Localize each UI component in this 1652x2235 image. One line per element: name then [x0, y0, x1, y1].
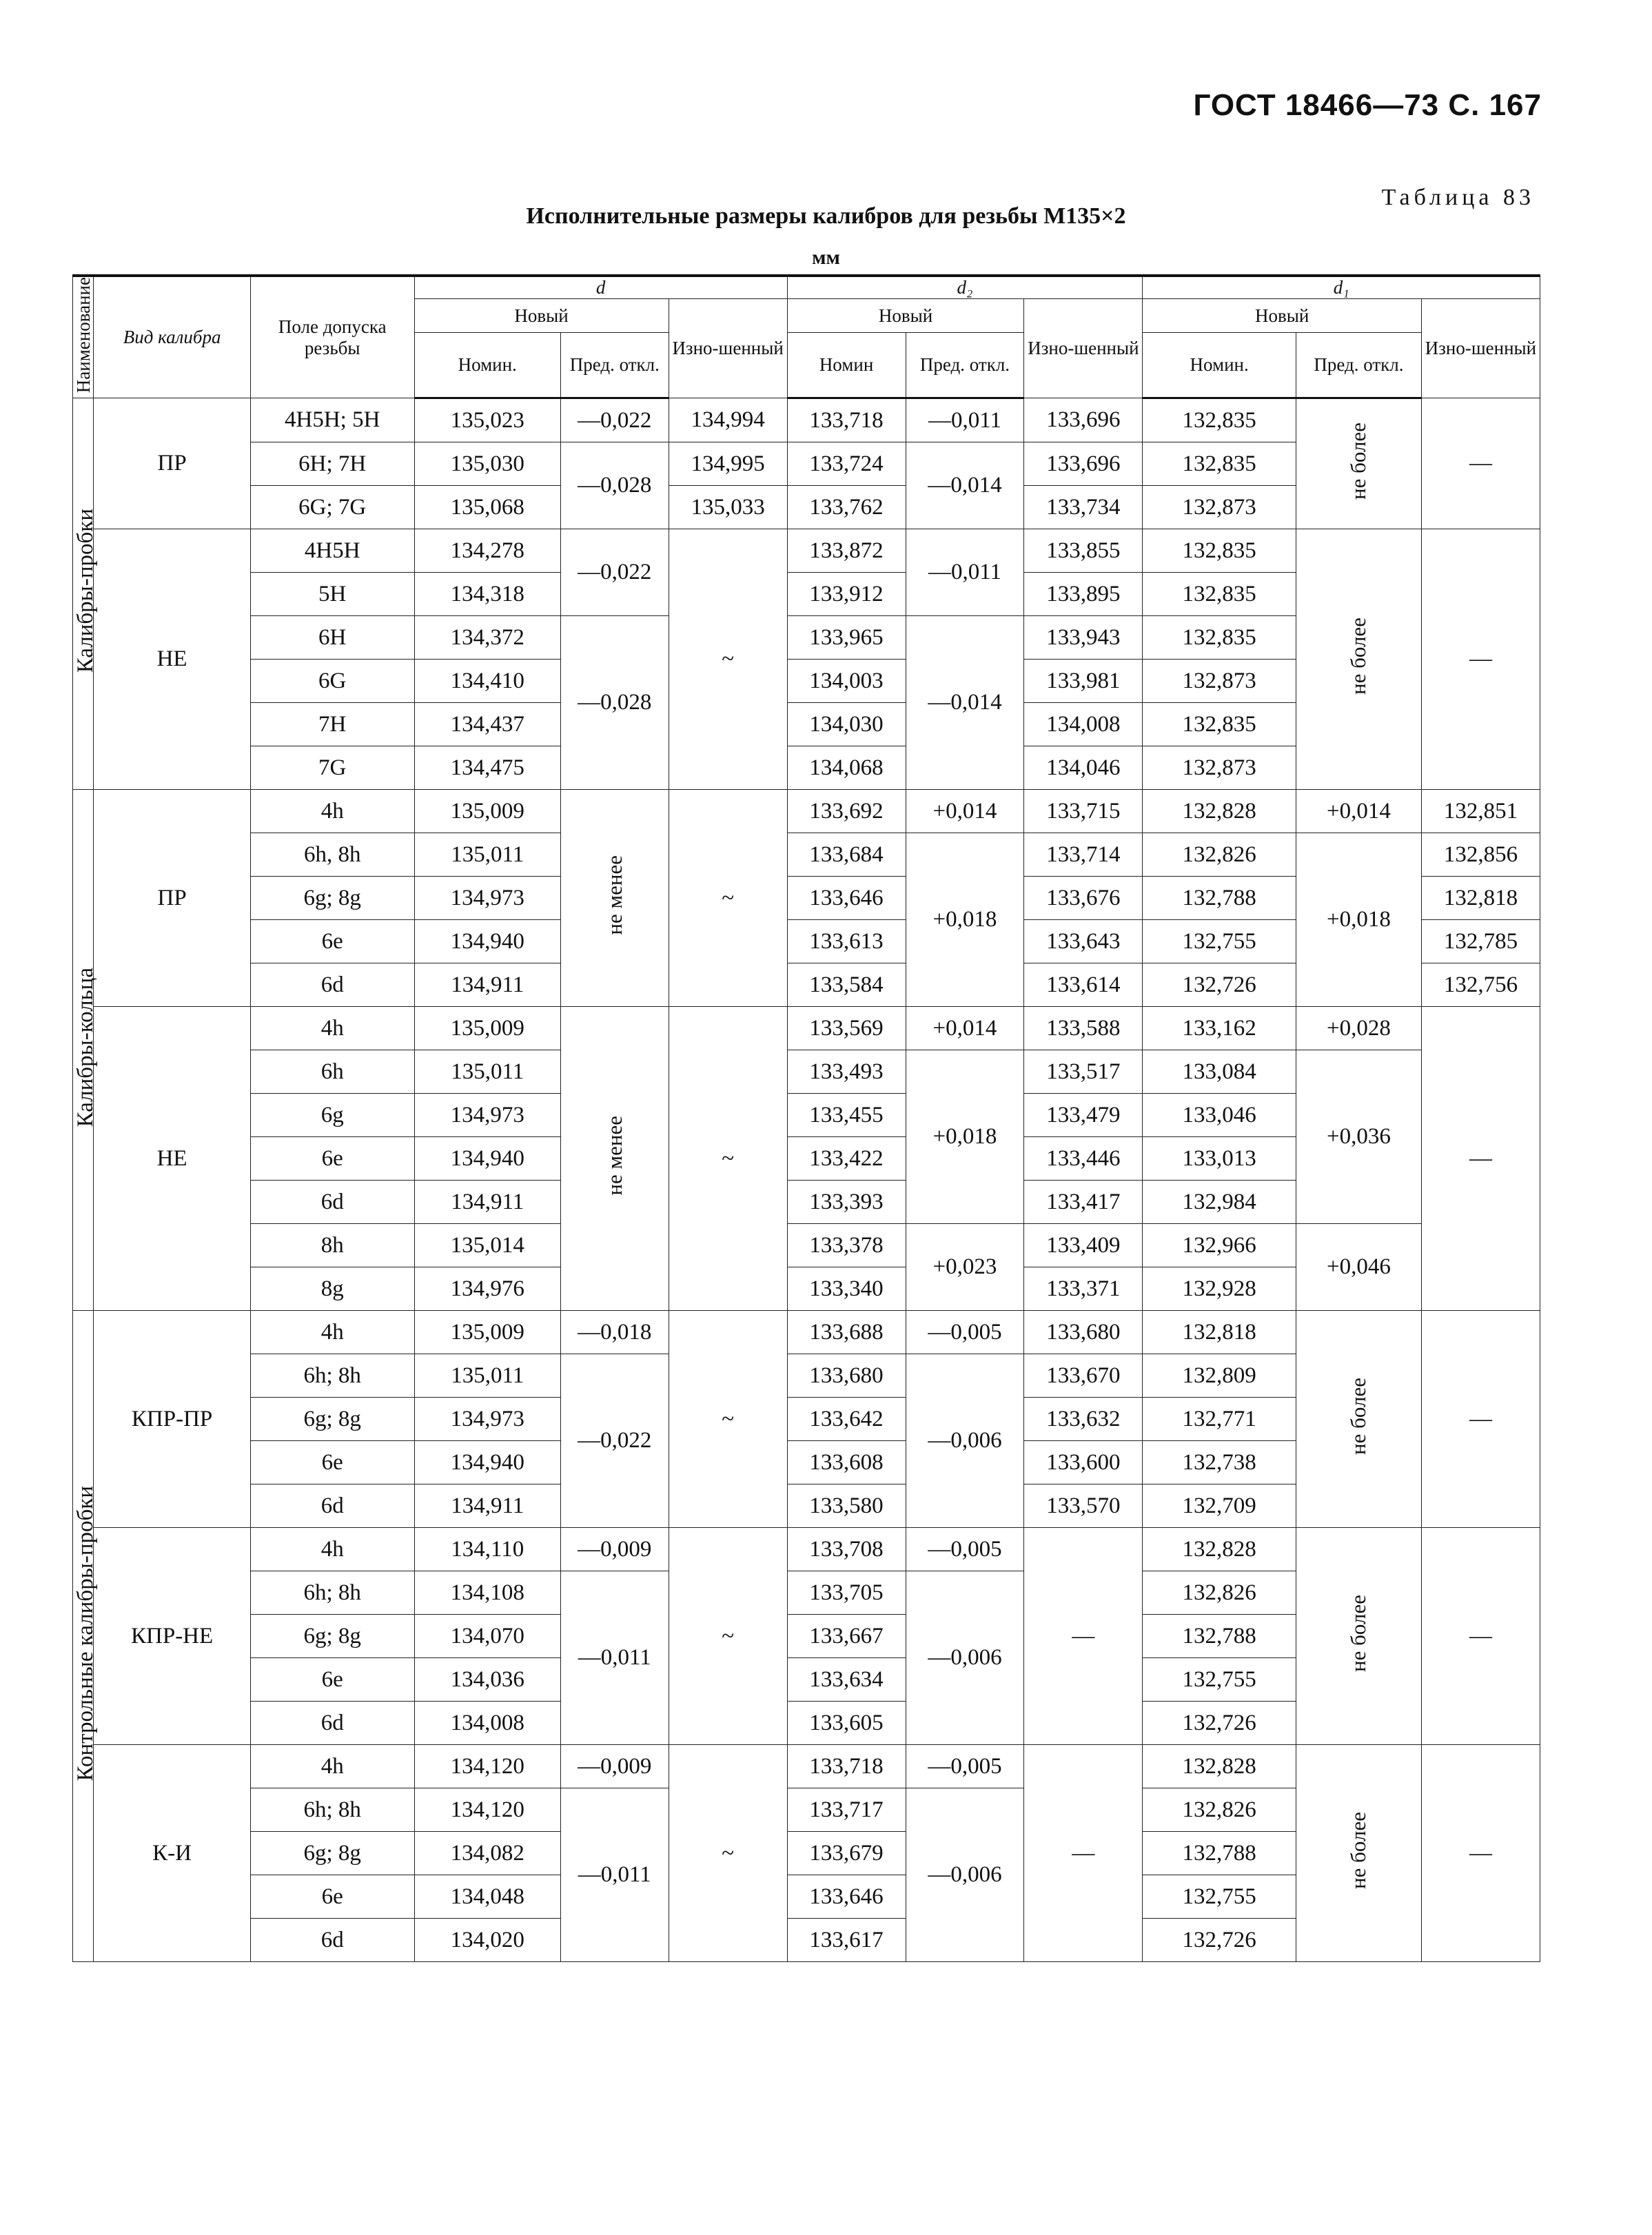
d2-nominal: 133,393 — [787, 1181, 906, 1224]
tolerance-field: 4h — [250, 790, 414, 833]
d2-worn: 133,696 — [1024, 398, 1143, 442]
d2-worn: 133,479 — [1024, 1094, 1143, 1137]
d-nominal: 134,940 — [414, 1441, 560, 1484]
d1-nominal: 132,826 — [1143, 1571, 1296, 1615]
d2-nominal: 133,580 — [787, 1484, 906, 1528]
d-nominal: 134,410 — [414, 660, 560, 703]
tolerance-field: 4H5H — [250, 529, 414, 573]
d1-nom-header: Номин. — [1143, 333, 1296, 398]
d1-deviation: +0,046 — [1296, 1224, 1421, 1311]
table-row — [73, 833, 1540, 877]
d-deviation: —0,028 — [560, 616, 669, 790]
col-d1-header: d₁ — [1143, 276, 1540, 299]
d-nominal: 134,036 — [414, 1658, 560, 1702]
tolerance-field: 6e — [250, 1137, 414, 1181]
d1-worn: — — [1421, 398, 1540, 529]
d2-nominal: 134,030 — [787, 703, 906, 746]
d-deviation: —0,011 — [560, 1571, 669, 1745]
d-worn: ~ — [669, 529, 787, 790]
tolerance-field: 6g; 8g — [250, 1398, 414, 1441]
tolerance-field: 6G — [250, 660, 414, 703]
d1-nominal: 132,755 — [1143, 1875, 1296, 1919]
tolerance-field: 6e — [250, 1658, 414, 1702]
d1-deviation: +0,018 — [1296, 833, 1421, 1007]
d2-nominal: 133,667 — [787, 1615, 906, 1658]
d2-worn: 133,371 — [1024, 1267, 1143, 1311]
d1-nominal: 132,755 — [1143, 1658, 1296, 1702]
d1-nominal: 132,788 — [1143, 1615, 1296, 1658]
d2-nominal: 133,718 — [787, 398, 906, 442]
d2-nominal: 133,762 — [787, 486, 906, 529]
d1-nominal: 132,984 — [1143, 1181, 1296, 1224]
d2-worn: 133,614 — [1024, 963, 1143, 1007]
table-row — [73, 1050, 1540, 1094]
d-worn: 134,995 — [669, 442, 787, 486]
tolerance-field: 8g — [250, 1267, 414, 1311]
d2-nominal: 133,646 — [787, 877, 906, 920]
tolerance-field: 6d — [250, 963, 414, 1007]
d1-nominal: 132,835 — [1143, 616, 1296, 660]
table-title: Исполнительные размеры калибров для резьбы М135×2 — [526, 203, 1126, 229]
d1-nominal: 132,809 — [1143, 1354, 1296, 1398]
d1-nominal: 132,826 — [1143, 833, 1296, 877]
d1-new-header: Новый — [1143, 299, 1422, 333]
d-deviation: —0,022 — [560, 1354, 669, 1528]
d1-nominal: 132,966 — [1143, 1224, 1296, 1267]
d2-deviation: —0,011 — [906, 398, 1024, 442]
d1-nominal: 132,709 — [1143, 1484, 1296, 1528]
tolerance-field: 6G; 7G — [250, 486, 414, 529]
d2-nominal: 133,493 — [787, 1050, 906, 1094]
d-nominal: 134,048 — [414, 1875, 560, 1919]
d2-deviation: —0,011 — [906, 529, 1024, 616]
d-worn: 135,033 — [669, 486, 787, 529]
tolerance-field: 4h — [250, 1528, 414, 1571]
d-worn: 134,994 — [669, 398, 787, 442]
d1-nominal: 132,755 — [1143, 920, 1296, 963]
d-nominal: 135,009 — [414, 790, 560, 833]
d2-nom-header: Номин — [787, 333, 906, 398]
d2-nominal: 133,688 — [787, 1311, 906, 1354]
d-nominal: 134,318 — [414, 573, 560, 616]
tolerance-field: 4H5H; 5H — [250, 398, 414, 442]
tolerance-field: 6h; 8h — [250, 1788, 414, 1832]
d2-worn: 133,446 — [1024, 1137, 1143, 1181]
d1-nominal: 132,873 — [1143, 486, 1296, 529]
d2-worn: 133,409 — [1024, 1224, 1143, 1267]
table-row — [73, 1007, 1540, 1050]
d2-nominal: 133,872 — [787, 529, 906, 573]
d2-nominal: 134,003 — [787, 660, 906, 703]
d1-nominal: 132,835 — [1143, 573, 1296, 616]
d-nominal: 134,940 — [414, 920, 560, 963]
d-nominal: 134,070 — [414, 1615, 560, 1658]
d2-nominal: 134,068 — [787, 746, 906, 790]
tolerance-field: 6g; 8g — [250, 1615, 414, 1658]
d2-worn: 133,855 — [1024, 529, 1143, 573]
tolerance-field: 6h — [250, 1050, 414, 1094]
d2-deviation: +0,023 — [906, 1224, 1024, 1311]
col-d-header: d — [414, 276, 787, 299]
d1-deviation: +0,036 — [1296, 1050, 1421, 1224]
group-label: Калибры-пробки — [73, 398, 94, 790]
d2-worn: 133,417 — [1024, 1181, 1143, 1224]
col-field-header: Поле допуска резьбы — [250, 276, 414, 398]
tolerance-field: 6h; 8h — [250, 1354, 414, 1398]
col-d2-header: d₂ — [787, 276, 1143, 299]
d2-worn: — — [1024, 1528, 1143, 1745]
d-nominal: 134,976 — [414, 1267, 560, 1311]
d1-worn-header: Изно-шенный — [1421, 299, 1540, 398]
d1-nominal: 132,788 — [1143, 877, 1296, 920]
d-nominal: 135,014 — [414, 1224, 560, 1267]
table-body — [73, 398, 1540, 1962]
table-number: Таблица 83 — [1381, 185, 1535, 210]
d2-worn: 133,714 — [1024, 833, 1143, 877]
tolerance-field: 4h — [250, 1745, 414, 1788]
d-nominal: 135,011 — [414, 1050, 560, 1094]
d2-worn: 134,008 — [1024, 703, 1143, 746]
group-label: Контрольные калибры-пробки — [73, 1311, 94, 1962]
table-row — [73, 398, 1540, 442]
tolerance-field: 7G — [250, 746, 414, 790]
d2-nominal: 133,613 — [787, 920, 906, 963]
d1-worn: — — [1421, 1528, 1540, 1745]
d1-nominal: 132,835 — [1143, 398, 1296, 442]
d2-nominal: 133,340 — [787, 1267, 906, 1311]
d2-worn-header: Изно-шенный — [1024, 299, 1143, 398]
d-deviation: —0,009 — [560, 1745, 669, 1788]
d2-nominal: 133,680 — [787, 1354, 906, 1398]
d-note: не менее — [560, 790, 669, 1007]
d2-nominal: 133,569 — [787, 1007, 906, 1050]
d1-deviation: +0,014 — [1296, 790, 1421, 833]
kind-label: КПР-ПР — [94, 1311, 251, 1528]
d-nominal: 135,009 — [414, 1311, 560, 1354]
d1-note: не более — [1296, 398, 1421, 529]
group-label: Калибры-кольца — [73, 790, 94, 1311]
tolerance-field: 6g; 8g — [250, 877, 414, 920]
d-worn: ~ — [669, 1528, 787, 1745]
d-nominal: 134,475 — [414, 746, 560, 790]
d-nominal: 134,911 — [414, 1484, 560, 1528]
d2-deviation: +0,014 — [906, 790, 1024, 833]
d2-nominal: 133,605 — [787, 1702, 906, 1745]
d2-dev-header: Пред. откл. — [906, 333, 1024, 398]
d1-worn: 132,818 — [1421, 877, 1540, 920]
d2-nominal: 133,912 — [787, 573, 906, 616]
kind-label: КПР-НЕ — [94, 1528, 251, 1745]
tolerance-field: 6d — [250, 1181, 414, 1224]
d1-nominal: 132,818 — [1143, 1311, 1296, 1354]
d-worn-header: Изно-шенный — [669, 299, 787, 398]
d1-nominal: 132,873 — [1143, 746, 1296, 790]
table-row — [73, 790, 1540, 833]
d-worn: ~ — [669, 1007, 787, 1311]
d2-worn: 133,588 — [1024, 1007, 1143, 1050]
d-nominal: 134,973 — [414, 1398, 560, 1441]
d1-nominal: 132,828 — [1143, 1745, 1296, 1788]
d1-nominal: 132,828 — [1143, 1528, 1296, 1571]
d1-nominal: 132,726 — [1143, 1919, 1296, 1962]
table-head — [73, 276, 1540, 398]
d-nominal: 134,008 — [414, 1702, 560, 1745]
d1-note: не более — [1296, 1311, 1421, 1528]
d2-worn: 133,943 — [1024, 616, 1143, 660]
d2-nominal: 133,717 — [787, 1788, 906, 1832]
d-note: не менее — [560, 1007, 669, 1311]
d-deviation: —0,022 — [560, 529, 669, 616]
d2-worn: 133,600 — [1024, 1441, 1143, 1484]
d-nominal: 134,911 — [414, 1181, 560, 1224]
table-row — [73, 529, 1540, 573]
d1-nominal: 132,835 — [1143, 703, 1296, 746]
d1-worn: — — [1421, 529, 1540, 790]
tolerance-field: 6e — [250, 1875, 414, 1919]
d2-nominal: 133,724 — [787, 442, 906, 486]
d-dev-header: Пред. откл. — [560, 333, 669, 398]
kind-label: ПР — [94, 790, 251, 1007]
d2-nominal: 133,965 — [787, 616, 906, 660]
table-row — [73, 1311, 1540, 1354]
d2-nominal: 133,378 — [787, 1224, 906, 1267]
d-nominal: 135,030 — [414, 442, 560, 486]
table-row — [73, 1224, 1540, 1267]
d2-worn: 133,570 — [1024, 1484, 1143, 1528]
d-nominal: 134,120 — [414, 1745, 560, 1788]
tolerance-field: 6H — [250, 616, 414, 660]
d1-worn: — — [1421, 1007, 1540, 1311]
d-deviation: —0,022 — [560, 398, 669, 442]
d-nominal: 134,120 — [414, 1788, 560, 1832]
d2-nominal: 133,455 — [787, 1094, 906, 1137]
d-nominal: 134,911 — [414, 963, 560, 1007]
d2-deviation: +0,014 — [906, 1007, 1024, 1050]
d-nominal: 134,278 — [414, 529, 560, 573]
d2-worn: 133,715 — [1024, 790, 1143, 833]
tolerance-field: 6d — [250, 1919, 414, 1962]
d1-dev-header: Пред. откл. — [1296, 333, 1421, 398]
d2-worn: 133,670 — [1024, 1354, 1143, 1398]
d2-nominal: 133,705 — [787, 1571, 906, 1615]
d2-deviation: —0,006 — [906, 1788, 1024, 1962]
d-nominal: 135,023 — [414, 398, 560, 442]
d1-note: не более — [1296, 1745, 1421, 1962]
col-name-header: Наименование — [73, 276, 94, 398]
d2-deviation: —0,014 — [906, 442, 1024, 529]
tolerance-field: 6H; 7H — [250, 442, 414, 486]
d-nominal: 134,082 — [414, 1832, 560, 1875]
d1-nominal: 132,788 — [1143, 1832, 1296, 1875]
d2-deviation: —0,005 — [906, 1311, 1024, 1354]
d2-worn: 133,632 — [1024, 1398, 1143, 1441]
page-header: ГОСТ 18466—73 С. 167 — [1193, 88, 1542, 122]
d2-worn: 133,981 — [1024, 660, 1143, 703]
d2-new-header: Новый — [787, 299, 1024, 333]
d1-worn: — — [1421, 1745, 1540, 1962]
d2-worn: 133,696 — [1024, 442, 1143, 486]
tolerance-field: 6d — [250, 1484, 414, 1528]
d-nominal: 135,068 — [414, 486, 560, 529]
d-nominal: 134,372 — [414, 616, 560, 660]
tolerance-field: 4h — [250, 1311, 414, 1354]
d1-worn: 132,756 — [1421, 963, 1540, 1007]
d2-worn: 134,046 — [1024, 746, 1143, 790]
tolerance-field: 5H — [250, 573, 414, 616]
d2-deviation: —0,005 — [906, 1745, 1024, 1788]
d1-deviation: +0,028 — [1296, 1007, 1421, 1050]
d1-nominal: 132,835 — [1143, 442, 1296, 486]
tolerance-field: 7H — [250, 703, 414, 746]
d1-note: не более — [1296, 529, 1421, 790]
d1-note: не более — [1296, 1528, 1421, 1745]
d-nominal: 135,011 — [414, 833, 560, 877]
d1-nominal: 132,738 — [1143, 1441, 1296, 1484]
kind-label: НЕ — [94, 1007, 251, 1311]
d1-nominal: 132,828 — [1143, 790, 1296, 833]
d-worn: ~ — [669, 1745, 787, 1962]
d1-nominal: 132,826 — [1143, 1788, 1296, 1832]
d2-nominal: 133,708 — [787, 1528, 906, 1571]
d2-nominal: 133,642 — [787, 1398, 906, 1441]
d-nominal: 134,940 — [414, 1137, 560, 1181]
d2-nominal: 133,584 — [787, 963, 906, 1007]
d-new-header: Новый — [414, 299, 669, 333]
d1-nominal: 132,726 — [1143, 963, 1296, 1007]
units-label: мм — [812, 246, 840, 269]
d2-nominal: 133,692 — [787, 790, 906, 833]
d2-nominal: 133,684 — [787, 833, 906, 877]
d-deviation: —0,018 — [560, 1311, 669, 1354]
d1-nominal: 132,928 — [1143, 1267, 1296, 1311]
d2-worn: — — [1024, 1745, 1143, 1962]
d1-worn: — — [1421, 1311, 1540, 1528]
d-nominal: 134,973 — [414, 877, 560, 920]
col-kind-header: Вид калибра — [94, 276, 251, 398]
d2-deviation: —0,014 — [906, 616, 1024, 790]
d1-worn: 132,785 — [1421, 920, 1540, 963]
d2-worn: 133,517 — [1024, 1050, 1143, 1094]
d1-nominal: 132,835 — [1143, 529, 1296, 573]
kind-label: НЕ — [94, 529, 251, 790]
d2-nominal: 133,679 — [787, 1832, 906, 1875]
d1-nominal: 132,726 — [1143, 1702, 1296, 1745]
d-deviation: —0,009 — [560, 1528, 669, 1571]
kind-label: К-И — [94, 1745, 251, 1962]
d-nom-header: Номин. — [414, 333, 560, 398]
d1-nominal: 133,162 — [1143, 1007, 1296, 1050]
table-row — [73, 1528, 1540, 1571]
d-nominal: 134,020 — [414, 1919, 560, 1962]
tolerance-field: 6e — [250, 920, 414, 963]
d2-nominal: 133,617 — [787, 1919, 906, 1962]
d1-nominal: 132,873 — [1143, 660, 1296, 703]
d2-worn: 133,680 — [1024, 1311, 1143, 1354]
d2-deviation: +0,018 — [906, 833, 1024, 1007]
d-worn: ~ — [669, 790, 787, 1007]
d2-nominal: 133,608 — [787, 1441, 906, 1484]
d-deviation: —0,028 — [560, 442, 669, 529]
tolerance-field: 4h — [250, 1007, 414, 1050]
tolerance-field: 6h; 8h — [250, 1571, 414, 1615]
d-nominal: 134,108 — [414, 1571, 560, 1615]
d1-worn: 132,856 — [1421, 833, 1540, 877]
d-nominal: 135,009 — [414, 1007, 560, 1050]
gauge-dimensions-table — [72, 274, 1540, 1962]
d-worn: ~ — [669, 1311, 787, 1528]
d2-deviation: +0,018 — [906, 1050, 1024, 1224]
d-nominal: 135,011 — [414, 1354, 560, 1398]
kind-label: ПР — [94, 398, 251, 529]
d-nominal: 134,973 — [414, 1094, 560, 1137]
d2-worn: 133,895 — [1024, 573, 1143, 616]
d2-nominal: 133,422 — [787, 1137, 906, 1181]
d-nominal: 134,110 — [414, 1528, 560, 1571]
d2-worn: 133,643 — [1024, 920, 1143, 963]
tolerance-field: 6d — [250, 1702, 414, 1745]
d1-nominal: 133,013 — [1143, 1137, 1296, 1181]
d2-nominal: 133,646 — [787, 1875, 906, 1919]
d2-deviation: —0,005 — [906, 1528, 1024, 1571]
d2-nominal: 133,634 — [787, 1658, 906, 1702]
d1-nominal: 132,771 — [1143, 1398, 1296, 1441]
d1-nominal: 133,084 — [1143, 1050, 1296, 1094]
tolerance-field: 8h — [250, 1224, 414, 1267]
d1-worn: 132,851 — [1421, 790, 1540, 833]
tolerance-field: 6g — [250, 1094, 414, 1137]
tolerance-field: 6g; 8g — [250, 1832, 414, 1875]
d2-worn: 133,734 — [1024, 486, 1143, 529]
d2-nominal: 133,718 — [787, 1745, 906, 1788]
d-nominal: 134,437 — [414, 703, 560, 746]
table-row — [73, 1745, 1540, 1788]
d1-nominal: 133,046 — [1143, 1094, 1296, 1137]
d-deviation: —0,011 — [560, 1788, 669, 1962]
d2-deviation: —0,006 — [906, 1571, 1024, 1745]
tolerance-field: 6e — [250, 1441, 414, 1484]
d2-deviation: —0,006 — [906, 1354, 1024, 1528]
d2-worn: 133,676 — [1024, 877, 1143, 920]
tolerance-field: 6h, 8h — [250, 833, 414, 877]
